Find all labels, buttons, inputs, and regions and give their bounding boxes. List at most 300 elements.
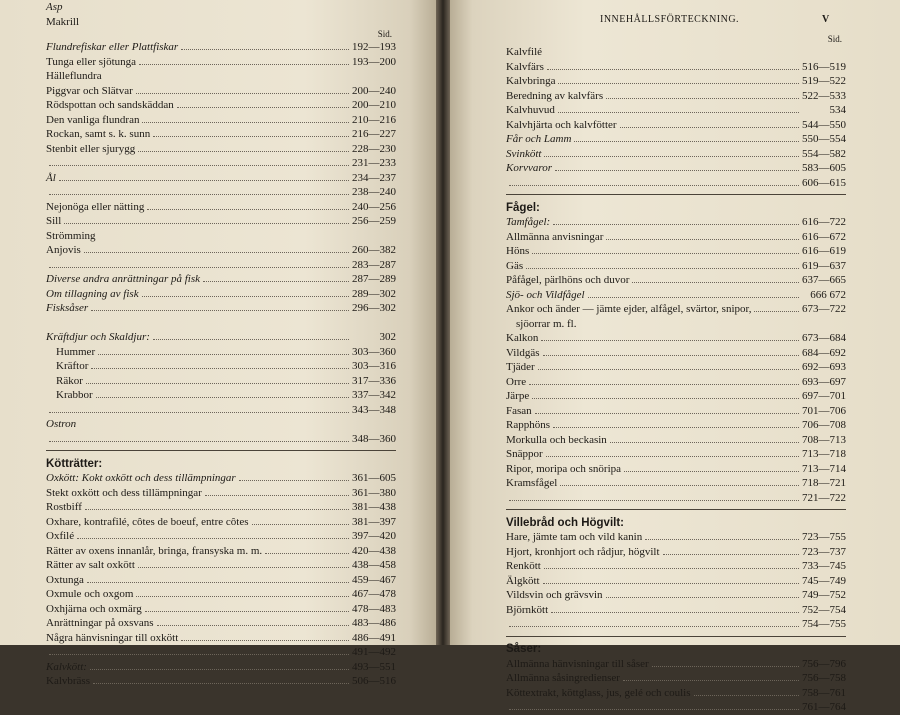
toc-entry-page: 302 xyxy=(379,331,396,343)
toc-entry xyxy=(46,529,396,544)
toc-entry-label: Oxhare, kontrafilé, côtes de boeuf, entre côtes xyxy=(46,515,249,528)
toc-entry xyxy=(46,558,396,573)
toc-entry xyxy=(46,287,396,302)
section-divider xyxy=(506,509,846,510)
toc-entry xyxy=(46,156,396,171)
toc-entry xyxy=(506,244,846,259)
toc-entry xyxy=(506,288,846,303)
dot-leader xyxy=(610,442,799,443)
dot-leader xyxy=(606,98,799,99)
toc-entry-page: 303—316 xyxy=(352,360,396,372)
toc-entry-page: 483—486 xyxy=(352,617,396,629)
toc-entry-page: 606—615 xyxy=(802,176,846,189)
toc-entry-label: Kalkon xyxy=(506,332,539,344)
toc-entry-page: 522—533 xyxy=(802,89,846,102)
toc-entry-page: 228—230 xyxy=(352,142,396,155)
toc-entry-page: 554—582 xyxy=(802,147,846,160)
toc-entry xyxy=(506,118,846,133)
toc-entry xyxy=(46,40,396,55)
dot-leader xyxy=(87,582,349,583)
toc-entry xyxy=(506,45,846,60)
toc-entry-page: 721—722 xyxy=(802,491,846,504)
dot-leader xyxy=(96,397,349,398)
toc-entry-page: 733—745 xyxy=(802,560,846,572)
toc-entry xyxy=(506,331,846,346)
toc-entry-label: Hummer xyxy=(56,345,96,358)
toc-entry xyxy=(46,301,396,316)
toc-entry xyxy=(506,686,846,701)
toc-entry-label: Ål xyxy=(46,171,56,184)
toc-entry-label: Nejonöga eller nätting xyxy=(46,200,145,213)
toc-entry-label: Kramsfågel xyxy=(506,477,558,489)
dot-leader xyxy=(64,223,349,224)
dot-leader xyxy=(509,709,799,710)
left-toc-column xyxy=(46,0,396,689)
toc-entry-label: Fasan xyxy=(506,404,532,417)
section-title: Såser: xyxy=(506,643,542,655)
toc-entry-page: 381—438 xyxy=(352,501,396,513)
toc-entry-label: Kalvkött: xyxy=(46,660,87,673)
dot-leader xyxy=(509,626,799,627)
toc-entry xyxy=(506,230,846,245)
toc-entry-page: 240—256 xyxy=(352,200,396,213)
toc-entry-label: Oxkött: Kokt oxkött och dess tillämpningar xyxy=(46,472,236,484)
toc-entry-label: Anjovis xyxy=(46,244,81,256)
toc-entry-label: Allmänna anvisningar xyxy=(506,230,604,243)
toc-entry xyxy=(46,486,396,501)
toc-entry-label: Hälleflundra xyxy=(46,70,102,82)
toc-entry-label: Ripor, moripa och snöripa xyxy=(506,462,622,475)
toc-entry xyxy=(506,404,846,419)
toc-entry-label: Björnkött xyxy=(506,603,549,616)
toc-entry-page: 534 xyxy=(829,104,846,116)
toc-entry-label: Rockan, samt s. k. sunn xyxy=(46,128,151,140)
page-number: V xyxy=(822,14,830,25)
toc-entry-label: Rätter av oxens innanlår, bringa, fransyska m. m. xyxy=(46,544,263,557)
toc-entry-label: Oxhjärna och oxmärg xyxy=(46,602,142,615)
toc-entry-page: 210—216 xyxy=(352,113,396,126)
toc-entry-label: Fisksåser xyxy=(46,302,89,314)
toc-entry xyxy=(506,588,846,603)
toc-entry-page: 289—302 xyxy=(352,287,396,300)
dot-leader xyxy=(558,83,799,84)
toc-entry xyxy=(46,330,396,345)
dot-leader xyxy=(538,369,799,370)
right-toc-column xyxy=(506,34,846,715)
toc-entry-page: 666 672 xyxy=(810,288,846,301)
dot-leader xyxy=(177,107,349,108)
toc-entry-label: Ostron xyxy=(46,418,77,430)
dot-leader xyxy=(142,296,349,297)
dot-leader xyxy=(49,165,349,166)
toc-entry-label: Ankor och änder — jämte ejder, alfågel, svärtor, snipor, xyxy=(506,303,752,315)
toc-entry-page: 348—360 xyxy=(352,432,396,445)
toc-entry xyxy=(46,573,396,588)
toc-entry-label: Beredning av kalvfärs xyxy=(506,89,604,102)
toc-entry xyxy=(506,559,846,574)
dot-leader xyxy=(574,141,799,142)
dot-leader xyxy=(91,310,349,311)
toc-entry-page: 397—420 xyxy=(352,530,396,542)
toc-entry-label: Rapphöns xyxy=(506,419,550,431)
toc-entry-page: 616—619 xyxy=(802,245,846,257)
dot-leader xyxy=(546,456,799,457)
toc-entry xyxy=(46,142,396,157)
section-title-kottratter: Kötträtter: xyxy=(46,457,103,470)
dot-leader xyxy=(98,354,349,355)
toc-entry-label: Svinkött xyxy=(506,147,542,160)
toc-entry-page: 283—287 xyxy=(352,258,396,271)
toc-entry-page: 216—227 xyxy=(352,128,396,140)
toc-entry xyxy=(46,645,396,660)
toc-entry xyxy=(46,674,396,689)
toc-entry xyxy=(46,55,396,70)
dot-leader xyxy=(153,136,349,137)
toc-entry-label: Sjö- och Vildfågel xyxy=(506,288,585,301)
toc-entry xyxy=(46,631,396,646)
toc-entry-page: 761—764 xyxy=(802,701,846,713)
toc-entry-page: 692—693 xyxy=(802,361,846,373)
toc-entry-label: Oxmule och oxgom xyxy=(46,588,134,600)
dot-leader xyxy=(541,340,799,341)
toc-entry-label: Makrill xyxy=(46,15,79,28)
toc-entry-label: Flundrefiskar eller Plattfiskar xyxy=(46,41,179,53)
toc-entry-label: Anrättningar på oxsvans xyxy=(46,617,154,629)
dot-leader xyxy=(142,122,349,123)
dot-leader xyxy=(553,224,799,225)
section-divider xyxy=(46,450,396,451)
toc-entry-page: 303—360 xyxy=(352,345,396,358)
toc-entry-label: Stenbit eller sjurygg xyxy=(46,142,136,155)
toc-entry-label: Kalvbringa xyxy=(506,75,556,87)
toc-entry xyxy=(46,602,396,617)
toc-entry-page: 467—478 xyxy=(352,588,396,600)
right-book-page xyxy=(450,0,900,713)
toc-entry-page: 616—722 xyxy=(802,216,846,228)
toc-entry xyxy=(506,176,846,191)
dot-leader xyxy=(529,384,799,385)
column-label-sid: Sid. xyxy=(827,34,842,44)
toc-entry xyxy=(506,360,846,375)
dot-leader xyxy=(543,355,799,356)
toc-entry-label: Korvvaror xyxy=(506,162,553,174)
toc-entry-page: 493—551 xyxy=(352,660,396,673)
toc-entry-label: Piggvar och Slätvar xyxy=(46,84,133,97)
toc-entry-label: Tamfågel: xyxy=(506,216,551,228)
toc-entry-page: 381—397 xyxy=(352,515,396,528)
toc-entry xyxy=(506,147,846,162)
toc-entry xyxy=(506,476,846,491)
toc-entry-label: Snäppor xyxy=(506,448,543,460)
toc-entry-label: Orre xyxy=(506,375,527,388)
dot-leader xyxy=(86,383,349,384)
toc-entry xyxy=(46,171,396,186)
dot-leader xyxy=(532,398,799,399)
toc-entry-page: 234—237 xyxy=(352,171,396,184)
toc-entry-label: Räkor xyxy=(56,374,83,387)
dot-leader xyxy=(49,654,349,655)
toc-entry xyxy=(506,89,846,104)
toc-entry xyxy=(46,15,396,30)
toc-entry-page: 519—522 xyxy=(802,75,846,87)
dot-leader xyxy=(694,695,799,696)
dot-leader xyxy=(90,669,349,670)
toc-entry-label: Kräftdjur och Skaldjur: xyxy=(46,331,150,343)
toc-entry-page: 619—637 xyxy=(802,259,846,272)
dot-leader xyxy=(77,538,349,539)
toc-entry-label: Köttextrakt, köttglass, jus, gelé och coulis xyxy=(506,686,691,699)
toc-entry-page: 697—701 xyxy=(802,390,846,402)
toc-entry-page: 200—210 xyxy=(352,99,396,111)
toc-entry-page: 550—554 xyxy=(802,133,846,145)
dot-leader xyxy=(49,194,349,195)
toc-entry-page: 701—706 xyxy=(802,404,846,417)
dot-leader xyxy=(181,640,349,641)
toc-entry-label: sjöorrar m. fl. xyxy=(516,317,577,330)
toc-entry xyxy=(46,316,396,331)
toc-entry xyxy=(506,346,846,361)
dot-leader xyxy=(93,683,349,684)
toc-entry-page: 486—491 xyxy=(352,631,396,644)
toc-entry-page: 718—721 xyxy=(802,477,846,489)
toc-entry-page: 192—193 xyxy=(352,41,396,53)
toc-entry-label: Vildgäs xyxy=(506,346,540,359)
toc-entry xyxy=(46,515,396,530)
toc-entry xyxy=(46,471,396,486)
left-book-page xyxy=(0,0,436,687)
toc-entry xyxy=(506,574,846,589)
toc-entry-page: 723—755 xyxy=(802,531,846,543)
toc-entry-label: Rätter av salt oxkött xyxy=(46,559,135,571)
toc-entry-page: 296—302 xyxy=(352,302,396,314)
dot-leader xyxy=(555,170,799,171)
dot-leader xyxy=(49,267,349,268)
toc-entry-label: Stekt oxkött och dess tillämpningar xyxy=(46,486,202,499)
dot-leader xyxy=(85,509,349,510)
toc-entry-label: Järpe xyxy=(506,390,530,402)
toc-entry-label: Kalvbräss xyxy=(46,675,90,687)
dot-leader xyxy=(252,524,350,525)
toc-entry-page: 420—438 xyxy=(352,544,396,557)
dot-leader xyxy=(606,239,799,240)
toc-entry xyxy=(506,375,846,390)
toc-entry-page: 749—752 xyxy=(802,589,846,601)
toc-entry-label: Morkulla och beckasin xyxy=(506,433,607,446)
dot-leader xyxy=(663,554,799,555)
toc-entry xyxy=(46,113,396,128)
dot-leader xyxy=(526,268,799,269)
toc-entry-page: 200—240 xyxy=(352,84,396,97)
dot-leader xyxy=(239,480,349,481)
toc-entry-label: Gäs xyxy=(506,259,524,272)
toc-entry-label: Rödspottan och sandskäddan xyxy=(46,99,174,111)
toc-entry-page: 673—722 xyxy=(802,303,846,315)
toc-entry-page: 723—737 xyxy=(802,545,846,558)
dot-leader xyxy=(138,151,349,152)
dot-leader xyxy=(59,180,349,181)
toc-entry-label: Kalvfärs xyxy=(506,60,544,73)
toc-entry-page: 287—289 xyxy=(352,273,396,285)
book-gutter xyxy=(436,0,450,645)
toc-entry-page: 544—550 xyxy=(802,118,846,131)
toc-entry-page: 361—605 xyxy=(352,472,396,484)
dot-leader xyxy=(153,339,349,340)
toc-entry xyxy=(46,84,396,99)
toc-entry-label: Kalvfilé xyxy=(506,46,543,58)
toc-entry-page: 317—336 xyxy=(352,374,396,387)
toc-entry xyxy=(46,388,396,403)
section-divider xyxy=(506,636,846,637)
dot-leader xyxy=(509,185,799,186)
toc-entry-label: Oxfilé xyxy=(46,530,75,542)
toc-entry xyxy=(46,417,396,432)
dot-leader xyxy=(544,568,799,569)
toc-entry xyxy=(506,433,846,448)
dot-leader xyxy=(147,209,349,210)
toc-entry xyxy=(46,616,396,631)
toc-entry-label: Älgkött xyxy=(506,574,540,587)
toc-entry xyxy=(506,418,846,433)
toc-entry-label: Vildsvin och grävsvin xyxy=(506,589,603,601)
toc-entry xyxy=(46,587,396,602)
dot-leader xyxy=(553,427,799,428)
dot-leader xyxy=(620,127,799,128)
toc-entry xyxy=(506,447,846,462)
toc-entry-label: Om tillagning av fisk xyxy=(46,287,139,300)
toc-entry xyxy=(46,359,396,374)
toc-entry-label: Rostbiff xyxy=(46,501,82,513)
section-divider xyxy=(506,194,846,195)
toc-entry xyxy=(506,530,846,545)
toc-entry xyxy=(506,317,846,332)
toc-entry-label: Kalvhjärta och kalvfötter xyxy=(506,118,617,131)
toc-entry-label: Oxtunga xyxy=(46,573,84,586)
toc-entry xyxy=(506,462,846,477)
toc-entry-page: 361—380 xyxy=(352,486,396,499)
dot-leader xyxy=(544,156,799,157)
toc-entry-label: Hare, jämte tam och vild kanin xyxy=(506,531,643,543)
running-header: INNEHÅLLSFÖRTECKNING. xyxy=(600,14,740,25)
toc-entry-page: 752—754 xyxy=(802,603,846,616)
toc-entry-page: 684—692 xyxy=(802,346,846,359)
dot-leader xyxy=(560,485,799,486)
toc-entry xyxy=(46,374,396,389)
toc-entry-label: Kräftor xyxy=(56,360,89,372)
dot-leader xyxy=(136,93,349,94)
toc-entry xyxy=(46,500,396,515)
section-title: Villebråd och Högvilt: xyxy=(506,516,624,529)
toc-entry-label: Renkött xyxy=(506,560,541,572)
toc-entry xyxy=(506,491,846,506)
toc-entry-page: 616—672 xyxy=(802,230,846,243)
toc-entry xyxy=(506,273,846,288)
dot-leader xyxy=(49,412,349,413)
dot-leader xyxy=(645,539,799,540)
dot-leader xyxy=(624,471,799,472)
toc-entry-label: Den vanliga flundran xyxy=(46,113,140,126)
dot-leader xyxy=(551,612,799,613)
toc-entry xyxy=(46,127,396,142)
toc-entry-label: Höns xyxy=(506,245,530,257)
toc-entry-label: Hjort, kronhjort och rådjur, högvilt xyxy=(506,545,660,558)
toc-entry xyxy=(506,671,846,686)
dot-leader xyxy=(652,666,799,667)
column-label-sid: Sid. xyxy=(377,29,392,39)
toc-entry xyxy=(46,69,396,84)
toc-entry xyxy=(506,302,846,317)
toc-entry-label: Allmänna hänvisningar till såser xyxy=(506,657,649,670)
toc-entry-label: Allmänna såsingredienser xyxy=(506,672,620,684)
toc-entry-page: 478—483 xyxy=(352,602,396,615)
toc-entry-label: Får och Lamm xyxy=(506,133,572,145)
section-title: Fågel: xyxy=(506,201,540,214)
toc-entry xyxy=(46,272,396,287)
dot-leader xyxy=(535,413,799,414)
toc-entry-page: 637—665 xyxy=(802,274,846,286)
toc-entry xyxy=(46,243,396,258)
dot-leader xyxy=(205,495,349,496)
toc-entry-page: 756—758 xyxy=(802,672,846,684)
dot-leader xyxy=(623,680,799,681)
toc-entry xyxy=(46,660,396,675)
toc-entry-page: 231—233 xyxy=(352,157,396,169)
toc-entry-page: 708—713 xyxy=(802,433,846,446)
toc-entry xyxy=(46,185,396,200)
toc-entry-page: 673—684 xyxy=(802,332,846,344)
toc-entry-page: 238—240 xyxy=(352,186,396,198)
toc-entry-label: Krabbor xyxy=(56,389,93,401)
dot-leader xyxy=(632,282,799,283)
toc-entry-page: 438—458 xyxy=(352,559,396,571)
toc-entry-page: 260—382 xyxy=(352,244,396,256)
dot-leader xyxy=(136,596,349,597)
dot-leader xyxy=(181,49,349,50)
toc-entry-page: 583—605 xyxy=(802,162,846,174)
toc-entry xyxy=(506,60,846,75)
toc-entry xyxy=(46,0,396,15)
dot-leader xyxy=(157,625,349,626)
toc-entry xyxy=(46,214,396,229)
toc-entry-page: 754—755 xyxy=(802,618,846,630)
toc-entry xyxy=(506,657,846,672)
toc-entry-page: 706—708 xyxy=(802,419,846,431)
dot-leader xyxy=(145,611,349,612)
dot-leader xyxy=(558,112,799,113)
dot-leader xyxy=(265,553,349,554)
toc-entry-label: Några hänvisningar till oxkött xyxy=(46,631,179,644)
toc-entry xyxy=(506,700,846,715)
dot-leader xyxy=(532,253,799,254)
dot-leader xyxy=(139,64,349,65)
toc-entry-label: Sill xyxy=(46,215,62,227)
toc-entry xyxy=(506,215,846,230)
dot-leader xyxy=(84,252,349,253)
toc-entry-label: Tunga eller sjötunga xyxy=(46,55,137,68)
toc-entry-page: 713—718 xyxy=(802,448,846,460)
dot-leader xyxy=(49,441,349,442)
toc-entry xyxy=(46,544,396,559)
dot-leader xyxy=(547,69,799,70)
dot-leader xyxy=(138,567,349,568)
toc-entry-page: 516—519 xyxy=(802,60,846,73)
toc-entry xyxy=(506,603,846,618)
dot-leader xyxy=(588,297,799,298)
dot-leader xyxy=(606,597,800,598)
dot-leader xyxy=(91,368,349,369)
toc-entry xyxy=(46,403,396,418)
toc-entry-page: 337—342 xyxy=(352,389,396,401)
toc-entry-page: 256—259 xyxy=(352,215,396,227)
